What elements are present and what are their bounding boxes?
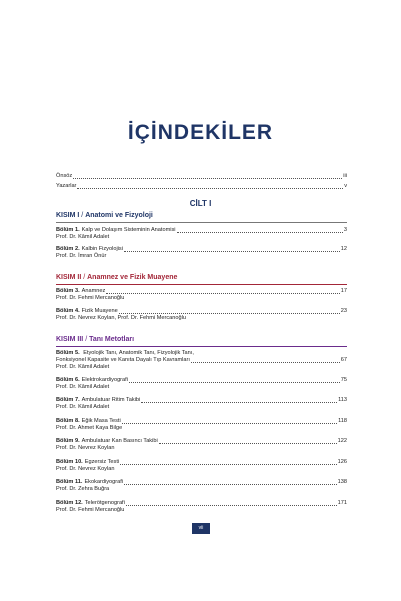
dot-leader	[141, 397, 337, 403]
chapter-entry	[56, 288, 347, 302]
chapter-author: Prof. Dr. Ahmet Kaya Bilge	[56, 425, 123, 431]
chapter-title: Kalbin Fizyolojisi	[81, 246, 123, 252]
chapter-title: Fizik Muayene	[81, 308, 118, 314]
chapter-title: Elektrokardiyografi	[81, 377, 128, 383]
dot-leader	[124, 246, 340, 252]
chapter-author: Prof. Dr. Nevrez Koylan	[56, 466, 115, 472]
chapter-title: Ambulatuar Ritim Takibi	[81, 397, 141, 403]
part-divider	[56, 222, 347, 223]
part-heading-1: KISIM I / Anatomi ve Fizyoloji	[56, 212, 153, 219]
dot-leader	[159, 438, 337, 444]
chapter-page: 23	[340, 308, 347, 314]
part-divider	[56, 284, 347, 285]
dot-leader	[177, 227, 343, 233]
chapter-title: Egzersiz Testi	[84, 459, 120, 465]
chapter-page: 118	[338, 418, 347, 424]
chapter-title: Telerötgenografi	[84, 500, 125, 506]
chapter-page: 126	[337, 459, 347, 465]
chapter-author: Prof. Dr. Kâmil Adalet	[56, 234, 110, 240]
chapter-entry	[56, 246, 347, 260]
chapter-number: Bölüm 2.	[56, 246, 80, 252]
part-name: Tanı Metotları	[89, 336, 135, 343]
dot-leader	[120, 459, 337, 465]
chapter-entry	[56, 350, 347, 371]
chapter-entry	[56, 459, 347, 473]
dot-leader	[129, 377, 340, 383]
chapter-entry	[56, 418, 347, 432]
chapter-number: Bölüm 9.	[56, 438, 80, 444]
chapter-number: Bölüm 10.	[56, 459, 83, 465]
dot-leader	[73, 173, 342, 179]
chapter-number: Bölüm 1.	[56, 227, 80, 233]
chapter-page: 138	[337, 479, 347, 485]
part-heading-3: KISIM III / Tanı Metotları	[56, 336, 135, 343]
chapter-author: Prof. Dr. Fehmi Mercanoğlu	[56, 295, 125, 301]
chapter-page: 75	[340, 377, 347, 383]
toc-label: Önsöz	[56, 173, 73, 179]
part-name: Anatomi ve Fizyoloji	[85, 212, 153, 219]
chapter-number: Bölüm 8.	[56, 418, 80, 424]
chapter-entry	[56, 227, 347, 241]
volume-heading: CİLT I	[189, 199, 212, 208]
part-name: Anamnez ve Fizik Muayene	[87, 274, 178, 281]
front-matter	[56, 173, 347, 190]
chapter-page: 122	[337, 438, 347, 444]
dot-leader	[119, 308, 340, 314]
chapter-entry	[56, 479, 347, 493]
chapter-title: Anamnez	[81, 288, 106, 294]
dot-leader	[124, 479, 337, 485]
chapter-title-continued: Fonksiyonel Kapasite ve Kanıta Dayalı Tıp Kavramları	[56, 357, 190, 363]
chapter-page: 67	[340, 357, 347, 363]
chapter-author: Prof. Dr. Kâmil Adalet	[56, 364, 110, 370]
chapter-number: Bölüm 6.	[56, 377, 80, 383]
chapter-title: Eğik Masa Testi	[81, 418, 121, 424]
chapter-title: Ekokardiyografi	[84, 479, 123, 485]
chapter-number: Bölüm 7.	[56, 397, 80, 403]
chapter-page: 17	[340, 288, 347, 294]
dot-leader	[106, 288, 340, 294]
chapter-number: Bölüm 12.	[56, 500, 83, 506]
chapter-author: Prof. Dr. Kâmil Adalet	[56, 384, 110, 390]
chapter-title: Etyolojik Tanı, Anatomik Tanı, Fizyolojik Tanı,	[83, 350, 194, 356]
chapter-title: Kalp ve Dolaşım Sisteminin Anatomisi	[81, 227, 176, 233]
page-title: İÇİNDEKİLER	[127, 121, 274, 144]
chapter-author: Prof. Dr. Zehra Buğra	[56, 486, 110, 492]
chapter-title: Ambulatuar Kan Basıncı Takibi	[81, 438, 158, 444]
chapter-number: Bölüm 5.	[56, 350, 80, 356]
dot-leader	[77, 183, 343, 189]
toc-page-number: iii	[343, 173, 347, 179]
chapter-author: Prof. Dr. Nevrez Koylan, Prof. Dr. Fehmi Mercanoğlu	[56, 315, 186, 321]
chapter-page: 113	[338, 397, 347, 403]
part-number: KISIM I	[56, 212, 80, 219]
dot-leader	[122, 418, 337, 424]
chapter-author: Prof. Dr. Nevrez Koylan	[56, 445, 115, 451]
dot-leader	[126, 500, 337, 506]
chapter-number: Bölüm 4.	[56, 308, 80, 314]
part-number: KISIM II	[56, 274, 82, 281]
chapter-number: Bölüm 11.	[56, 479, 83, 485]
chapter-number: Bölüm 3.	[56, 288, 80, 294]
chapter-page: 3	[343, 227, 347, 233]
toc-page-number: v	[344, 183, 347, 189]
chapter-author: Prof. Dr. İmran Önür	[56, 253, 107, 259]
dot-leader	[191, 357, 340, 363]
chapter-entry	[56, 438, 347, 452]
part-number: KISIM III	[56, 336, 84, 343]
chapter-entry	[56, 308, 347, 322]
toc-row-yazarlar	[56, 183, 347, 190]
chapter-entry	[56, 377, 347, 391]
toc-row-onsoz	[56, 173, 347, 180]
chapter-entry	[56, 500, 347, 514]
chapter-page: 171	[337, 500, 347, 506]
part-heading-2: KISIM II / Anamnez ve Fizik Muayene	[56, 274, 178, 281]
page-number-badge: vii	[192, 523, 210, 534]
chapter-page: 12	[340, 246, 347, 252]
chapter-author: Prof. Dr. Fehmi Mercanoğlu	[56, 507, 125, 513]
chapter-entry	[56, 397, 347, 411]
toc-label: Yazarlar	[56, 183, 77, 189]
chapter-author: Prof. Dr. Kâmil Adalet	[56, 404, 110, 410]
part-divider	[56, 346, 347, 347]
